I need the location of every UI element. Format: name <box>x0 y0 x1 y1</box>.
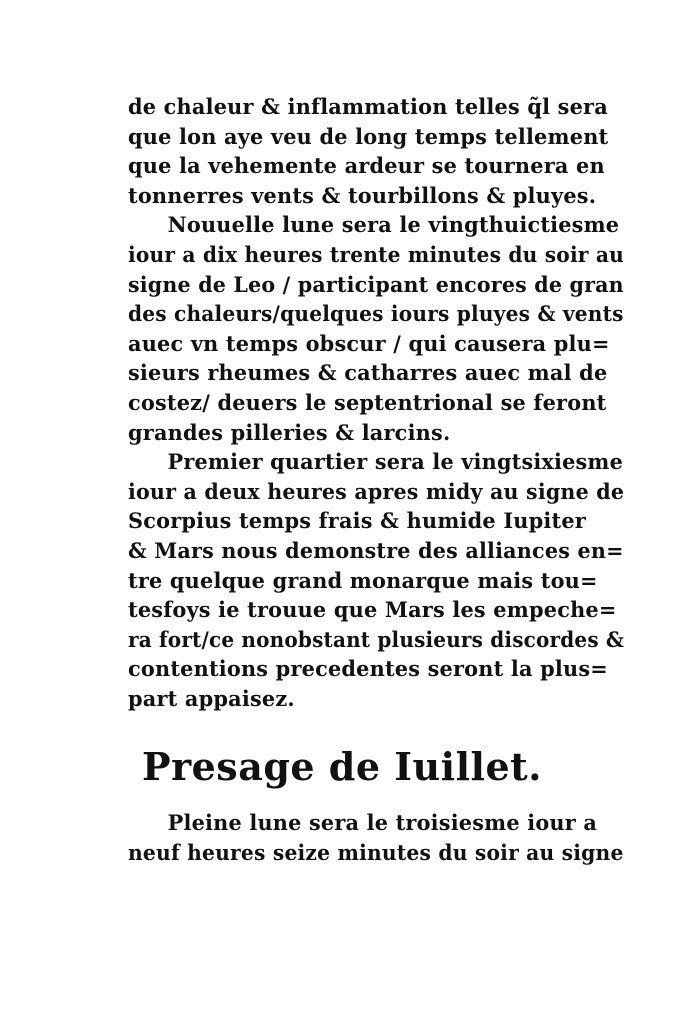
text-line: que la vehemente ardeur se tournera en <box>128 153 605 179</box>
text-line: costez/ deuers le septentrional se feront <box>128 389 607 415</box>
text-line: neuf heures seize minutes du soir au signe <box>128 839 624 865</box>
body-text <box>128 92 628 713</box>
text-line: & Mars nous demonstre des alliances en= <box>128 537 624 563</box>
text-line: signe de Leo / participant encores de gran <box>128 271 624 297</box>
text-line: contentions precedentes seront la plus= <box>128 656 608 682</box>
text-line: de chaleur & inflammation telles q̃l sera <box>128 94 608 119</box>
text-line: ra fort/ce nonobstant plusieurs discordes & <box>128 626 625 652</box>
text-line: auec vn temps obscur / qui causera plu= <box>128 330 610 356</box>
text-line: des chaleurs/quelques iours pluyes & vents <box>128 301 624 327</box>
text-line: iour a deux heures apres midy au signe de <box>128 478 625 504</box>
text-line: tonnerres vents & tourbillons & pluyes. <box>128 182 597 208</box>
text-line: iour a dix heures trente minutes du soir au <box>128 241 624 267</box>
text-line: part appaisez. <box>128 685 295 711</box>
text-line: grandes pilleries & larcins. <box>128 419 451 445</box>
text-line: Premier quartier sera le vingtsixiesme <box>167 449 623 475</box>
body-text-continued <box>128 808 628 867</box>
text-line: tre quelque grand monarque mais tou= <box>128 567 598 593</box>
text-line: que lon aye veu de long temps tellement <box>128 123 609 149</box>
text-line: Nouuelle lune sera le vingthuictiesme <box>167 212 620 238</box>
text-line: sieurs rheumes & catharres auec mal de <box>128 360 608 386</box>
text-line: Scorpius temps frais & humide Iupiter <box>128 508 586 534</box>
section-heading: Presage de Iuillet. <box>142 744 542 789</box>
text-line: Pleine lune sera le troisiesme iour a <box>167 810 598 835</box>
text-line: tesfoys ie trouue que Mars les empeche= <box>128 597 617 623</box>
